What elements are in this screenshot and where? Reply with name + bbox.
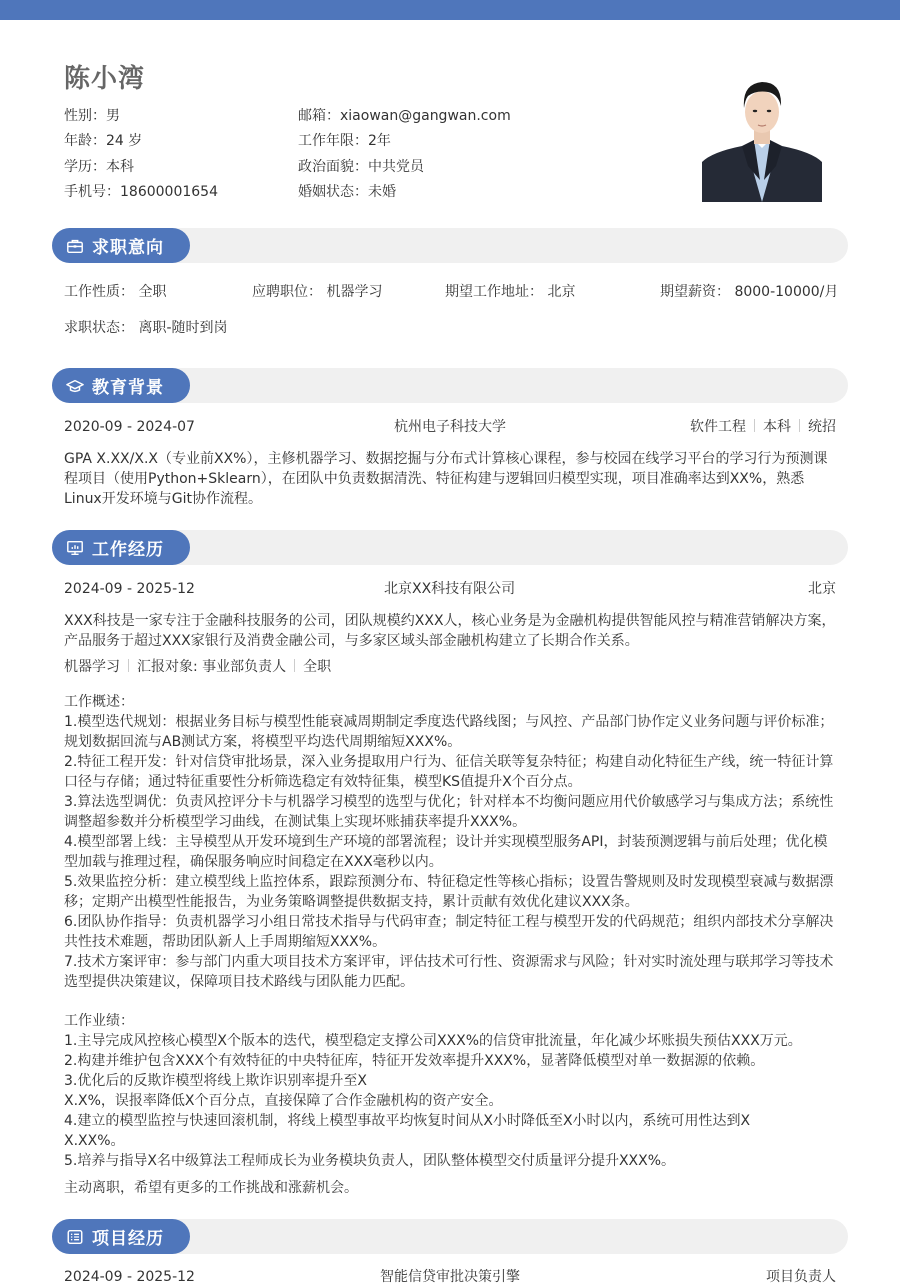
text-line: 4.模型部署上线：主导模型从开发环境到生产环境的部署流程；设计并实现模型服务API，封装预测逻辑与前后处理；优化模: [64, 834, 828, 850]
section-header-intent: [52, 228, 848, 263]
field-label: 期望薪资：: [660, 284, 730, 300]
work-achievements: [64, 1011, 844, 1171]
field-label: 应聘职位：: [252, 284, 322, 300]
field-label: 期望工作地址：: [445, 284, 543, 300]
text-line: 3.算法选型调优：负责风控评分卡与机器学习模型的选型与优化；针对样本不均衡问题应用代价敏感学习与集成方法；系统性: [64, 794, 834, 810]
work-leave-reason: 主动离职，希望有更多的工作挑战和涨薪机会。: [64, 1180, 358, 1196]
info-education: [64, 157, 134, 177]
info-value: 2年: [368, 133, 391, 149]
info-marital-status: [298, 182, 396, 202]
tag-report-to: 汇报对象: 事业部负责人: [137, 659, 287, 675]
info-work-years: [298, 131, 391, 151]
work-company-intro: [64, 611, 844, 651]
section-title: 教育背景: [92, 378, 164, 398]
text-line: XXX科技是一家专注于金融科技服务的公司，团队规模约XXX人，核心业务是为金融机构提供智能风控与精准营销解决方案，: [64, 613, 836, 629]
text-line: 6.团队协作指导：负责机器学习小组日常技术指导与代码审查；制定特征工程与模型开发的代码规范；组织内部技术分享解决: [64, 914, 834, 930]
text-line: 共性技术难题，帮助团队新人上手周期缩短XXX%。: [64, 934, 387, 950]
info-label: 性别：: [64, 108, 106, 124]
text-line: 2.构建并维护包含XXX个有效特征的中央特征库，特征开发效率提升XXX%，显著降低模型对单一数据源的依赖。: [64, 1053, 765, 1069]
field-value: 8000-10000/月: [734, 284, 839, 300]
list-icon: [66, 1228, 84, 1246]
text-line: X.XX%。: [64, 1133, 125, 1149]
field-value: 离职-随时到岗: [138, 320, 228, 336]
overview-title: 工作概述：: [64, 694, 134, 710]
text-line: 程项目（使用Python+Sklearn），在团队中负责数据清洗、特征构建与逻辑回归模型实现，项目准确率达到XX%，熟悉: [64, 471, 805, 487]
info-label: 婚姻状态：: [298, 184, 368, 200]
monitor-chart-icon: [66, 539, 84, 557]
info-age: [64, 131, 142, 151]
info-value: 男: [106, 108, 120, 124]
work-company: 北京XX科技有限公司: [384, 581, 516, 597]
education-major: 软件工程: [690, 419, 746, 435]
section-header-work: [52, 530, 848, 565]
section-header-project: [52, 1219, 848, 1254]
divider: [754, 419, 755, 432]
graduation-cap-icon: [66, 377, 84, 395]
text-line: 型加载与推理过程，确保服务响应时间稳定在XXX毫秒以内。: [64, 854, 443, 870]
text-line: 5.培养与指导X名中级算法工程师成长为业务模块负责人，团队整体模型交付质量评分提升XXX%。: [64, 1153, 676, 1169]
text-line: 移；定期产出模型性能报告，为业务策略调整提供数据支持，累计贡献有效优化建议XXX条。: [64, 894, 639, 910]
divider: [294, 659, 295, 672]
text-line: 选型提供决策建议，保障项目技术路线与团队能力匹配。: [64, 974, 414, 990]
work-overview: [64, 692, 844, 992]
text-line: 1.主导完成风控核心模型X个版本的迭代，模型稳定支撑公司XXX%的信贷审批流量，年化减少坏账损失预估XXX万元。: [64, 1033, 802, 1049]
text-line: Linux开发环境与Git协作流程。: [64, 491, 262, 507]
info-email: [298, 106, 511, 126]
text-line: 产品服务于超过XXX家银行及消费金融公司，与多家区域头部金融机构建立了长期合作关系。: [64, 633, 639, 649]
intent-salary: [660, 282, 838, 302]
briefcase-icon: [66, 237, 84, 255]
field-value: 北京: [547, 284, 576, 300]
project-role: 项目负责人: [766, 1269, 836, 1285]
education-description: [64, 449, 844, 509]
education-school: 杭州电子科技大学: [394, 419, 506, 435]
field-label: 求职状态：: [64, 320, 134, 336]
text-line: 7.技术方案评审：参与部门内重大项目技术方案评审，评估技术可行性、资源需求与风险；针对实时流处理与联邦学习等技术: [64, 954, 834, 970]
project-name: 智能信贷审批决策引擎: [380, 1269, 520, 1285]
text-line: 2.特征工程开发：针对信贷审批场景，深入业务提取用户行为、征信关联等复杂特征；构建自动化特征生产线，统一特征计算: [64, 754, 834, 770]
info-label: 邮箱：: [298, 108, 340, 124]
text-line: X.X%，误报率降低X个百分点，直接保障了合作金融机构的资产安全。: [64, 1093, 503, 1109]
education-degree: 本科: [763, 419, 791, 435]
divider: [128, 659, 129, 672]
intent-work-type: [64, 282, 166, 302]
info-value: 未婚: [368, 184, 396, 200]
info-label: 工作年限：: [298, 133, 368, 149]
work-period: 2024-09 - 2025-12: [64, 581, 195, 597]
info-gender: [64, 106, 120, 126]
candidate-name: 陈小湾: [64, 64, 146, 94]
info-value[interactable]: xiaowan@gangwan.com: [340, 108, 511, 124]
section-title-pill: [52, 228, 190, 263]
avatar-photo: [702, 70, 822, 202]
text-line: 口径与存储；通过特征重要性分析筛选稳定有效特征集，模型KS值提升X个百分点。: [64, 774, 582, 790]
info-value: 本科: [106, 159, 134, 175]
text-line: 4.建立的模型监控与快速回滚机制，将线上模型事故平均恢复时间从X小时降低至X小时以内，系统可用性达到X: [64, 1113, 751, 1129]
section-title-pill: [52, 530, 190, 565]
project-period: 2024-09 - 2025-12: [64, 1269, 195, 1285]
section-title: 项目经历: [92, 1229, 164, 1249]
section-title-pill: [52, 368, 190, 403]
info-label: 学历：: [64, 159, 106, 175]
divider: [799, 419, 800, 432]
info-value: 中共党员: [368, 159, 424, 175]
section-title: 求职意向: [92, 238, 164, 258]
text-line: 1.模型迭代规划：根据业务目标与模型性能衰减周期制定季度迭代路线图；与风控、产品部门协作定义业务问题与评价标准；: [64, 714, 834, 730]
achievements-title: 工作业绩：: [64, 1013, 134, 1029]
info-value: 18600001654: [120, 184, 218, 200]
education-period: 2020-09 - 2024-07: [64, 419, 195, 435]
info-value: 24 岁: [106, 133, 143, 149]
section-title: 工作经历: [92, 540, 164, 560]
work-location: 北京: [808, 581, 836, 597]
intent-location: [445, 282, 575, 302]
field-label: 工作性质：: [64, 284, 134, 300]
text-line: 5.效果监控分析：建立模型线上监控体系，跟踪预测分布、特征稳定性等核心指标；设置告警规则及时发现模型衰减与数据漂: [64, 874, 834, 890]
section-title-pill: [52, 1219, 190, 1254]
info-label: 手机号：: [64, 184, 120, 200]
tag-employment-type: 全职: [303, 659, 332, 675]
info-label: 年龄：: [64, 133, 106, 149]
text-line: 调整超参数并分析模型学习曲线，在测试集上实现坏账捕获率提升XXX%。: [64, 814, 527, 830]
top-accent-bar: [0, 0, 900, 20]
field-value: 机器学习: [326, 284, 383, 300]
info-political-status: [298, 157, 424, 177]
person-portrait-icon: [702, 70, 822, 202]
education-type: 统招: [808, 419, 836, 435]
text-line: 规划数据回流与AB测试方案，将模型平均迭代周期缩短XXX%。: [64, 734, 462, 750]
text-line: GPA X.XX/X.X（专业前XX%），主修机器学习、数据挖掘与分布式计算核心课程，参与校园在线学习平台的学习行为预测课: [64, 451, 828, 467]
tag-field: 机器学习: [64, 659, 120, 675]
intent-position: [252, 282, 382, 302]
education-meta: [690, 417, 836, 437]
info-label: 政治面貌：: [298, 159, 368, 175]
info-phone: [64, 182, 218, 202]
intent-status: [64, 318, 228, 338]
text-line: 3.优化后的反欺诈模型将线上欺诈识别率提升至X: [64, 1073, 367, 1089]
work-tags: [64, 657, 331, 677]
section-header-education: [52, 368, 848, 403]
field-value: 全职: [138, 284, 167, 300]
